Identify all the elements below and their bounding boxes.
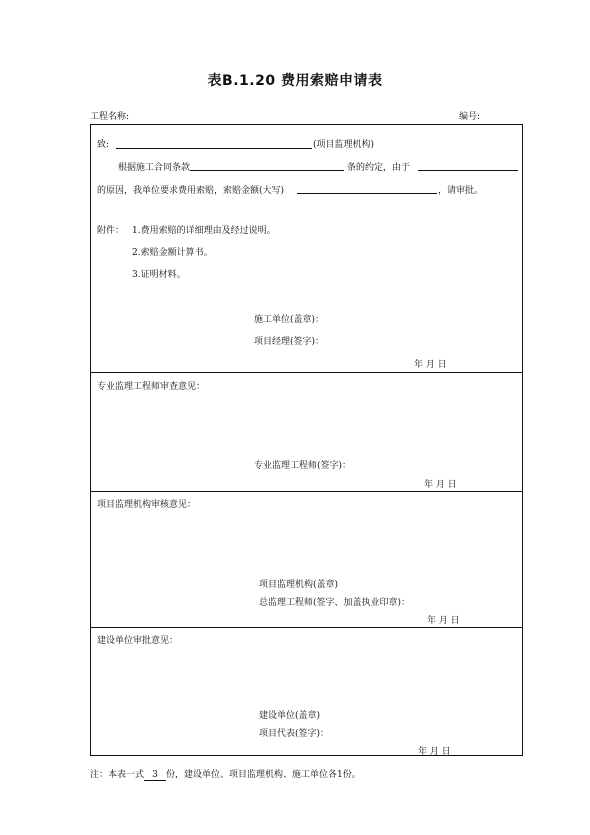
cause-blank[interactable]: [418, 170, 518, 171]
to-label: 致:: [97, 140, 110, 150]
copies-count: 3: [144, 770, 166, 781]
request-text: ，请审批。: [438, 186, 484, 196]
section-heading: 建设单位审批意见：: [97, 636, 179, 646]
section-heading: 专业监理工程师审查意见：: [97, 382, 206, 392]
section-divider: [90, 491, 523, 492]
form-title: 表B.1.20 费用索赔申请表: [207, 73, 383, 89]
attachment-item: 1.费用索赔的详细理由及经过说明。: [132, 226, 276, 236]
project-name-label: 工程名称:: [90, 112, 130, 122]
footer-prefix: 注：本表一式: [90, 770, 145, 780]
chief-engineer-signature: 总监理工程师(签字、加盖执业印章)：: [259, 598, 411, 608]
owner-seal: 建设单位(盖章): [259, 711, 321, 721]
footer-suffix: 份，建设单位、项目监理机构、施工单位各1份。: [166, 770, 361, 780]
date-line: 年 月 日: [424, 480, 457, 490]
according-label: 根据施工合同条款: [118, 163, 191, 173]
number-label: 编号:: [459, 112, 481, 122]
date-line: 年 月 日: [418, 747, 451, 757]
clause-suffix: 条的约定，由于: [347, 163, 411, 173]
date-line: 年 月 日: [427, 616, 460, 626]
reason-text: 的原因，我单位要求费用索赔，索赔金额(大写): [97, 186, 285, 196]
amount-blank[interactable]: [297, 193, 437, 194]
section-heading: 项目监理机构审核意见：: [97, 500, 197, 510]
engineer-signature: 专业监理工程师(签字)：: [254, 461, 352, 471]
date-line: 年 月 日: [414, 360, 447, 370]
manager-signature: 项目经理(签字)：: [254, 337, 325, 347]
attachment-item: 2.索赔金额计算书。: [132, 248, 213, 258]
clause-blank[interactable]: [190, 170, 344, 171]
form-table: [90, 124, 523, 756]
attachment-item: 3.证明材料。: [132, 270, 186, 280]
attachment-label: 附件：: [97, 226, 125, 236]
contractor-seal: 施工单位(盖章)：: [254, 315, 325, 325]
representative-signature: 项目代表(签字)：: [259, 729, 330, 739]
section-divider: [90, 372, 523, 373]
supervision-seal: 项目监理机构(盖章): [259, 580, 339, 590]
recipient-blank[interactable]: [116, 148, 312, 149]
footer-note: [90, 767, 361, 781]
section-divider: [90, 627, 523, 628]
to-suffix: (项目监理机构): [313, 140, 375, 150]
